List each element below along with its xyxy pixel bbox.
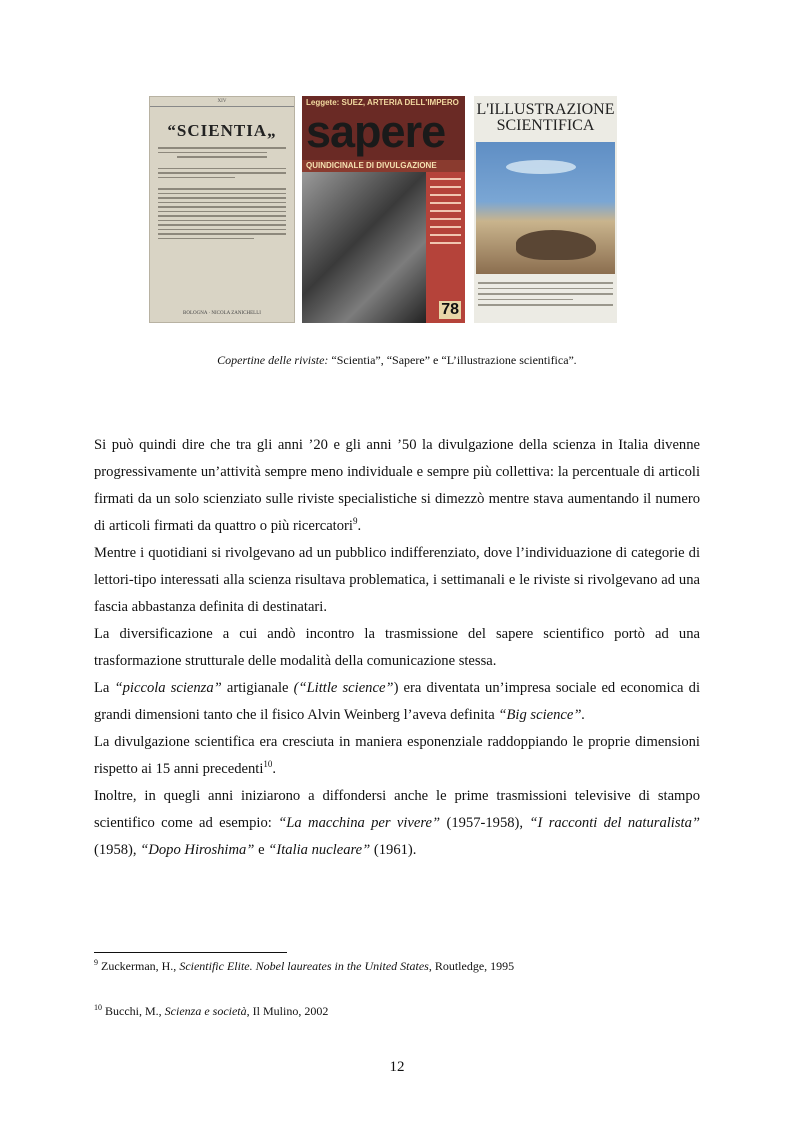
sapere-cover-image xyxy=(302,96,465,323)
illustrazione-title-line2: SCIENTIFICA xyxy=(496,117,595,134)
scientia-cover-image xyxy=(149,96,295,323)
figure-caption: Copertine delle riviste: “Scientia”, “Sapere” e “L’illustrazione scientifica”. xyxy=(217,353,577,367)
footnote-9: $^9$ Zuckerman, H., Scientific Elite. Nobel laureates in the United States, Routledge, 1995 xyxy=(94,958,515,973)
paragraph-1: Si può quindi dire che tra gli anni ’20 e gli anni ’50 la divulgazione della scienza in Italia divenne progressivamente un’attività sempre meno individuale e sempre più collettiva: la percentuale di articoli firmati da un solo scienziato sulle riviste specialistiche si dimezzò mentre stava aumentando il numero di articoli firmati da quattro o più ricercatori$^9$. xyxy=(94,437,700,534)
paragraph-6: Inoltre, in quegli anni iniziarono a diffondersi anche le prime trasmissioni televisive di stampo scientifico come ad esempio: “La macchina per vivere” (1957-1958), “I racconti del naturalista” (1958), “Dopo Hiroshima” e “Italia nucleare” (1961). xyxy=(94,788,700,858)
footnote-ref-9[interactable]: 9 xyxy=(352,516,358,527)
scientia-publisher: BOLOGNA · NICOLA ZANICHELLI xyxy=(183,311,261,316)
paragraph-5: La divulgazione scientifica era cresciuta in maniera esponenziale raddoppiando le proprie dimensioni rispetto ai 15 anni precedenti$^{10}$. xyxy=(94,734,700,777)
footnote-ref-10[interactable]: 10 xyxy=(263,759,273,770)
sapere-topline: Leggete: SUEZ, ARTERIA DELL'IMPERO xyxy=(306,98,459,107)
scientia-cover-title: “SCIENTIA„ xyxy=(167,121,277,140)
sapere-band: QUINDICINALE DI DIVULGAZIONE xyxy=(302,160,465,172)
magazine-covers-figure xyxy=(149,96,617,323)
sapere-logo: sapere xyxy=(306,106,446,157)
sapere-cover-photo xyxy=(302,172,426,323)
illustrazione-title-line1: L'ILLUSTRAZIONE xyxy=(476,101,615,118)
paragraph-2: Mentre i quotidiani si rivolgevano ad un pubblico indifferenziato, dove l’individuazione di categorie di lettori-tipo interessati alla scienza risultava problematica, i settimanali e le riviste si rivolgevano ad una fascia abbastanza definita di destinatari. xyxy=(94,545,700,615)
illustrazione-toc-lines xyxy=(478,278,613,310)
paragraph-4: La “piccola scienza” artigianale (“Little science”) era diventata un’impresa sociale ed economica di grandi dimensioni tanto che il fisico Alvin Weinberg l’aveva definita “Big science”. xyxy=(94,680,700,723)
footnote-10: $^{10}$ Bucchi, M., Scienza e società, Il Mulino, 2002 xyxy=(94,1003,329,1018)
paragraph-3: La diversificazione a cui andò incontro la trasmissione del sapere scientifico portò ad una trasformazione strutturale delle modalità della comunicazione stessa. xyxy=(94,626,700,669)
illustrazione-cover-artwork xyxy=(476,142,615,274)
scientia-volume-number: XIV xyxy=(217,99,227,104)
sapere-issue-number: 78 xyxy=(441,301,459,318)
scientia-cover-text-lines xyxy=(158,147,286,239)
illustrazione-cover-image xyxy=(474,96,617,323)
body-text xyxy=(94,432,700,864)
page-number: 12 xyxy=(389,1059,405,1075)
footnote-separator xyxy=(94,952,287,953)
